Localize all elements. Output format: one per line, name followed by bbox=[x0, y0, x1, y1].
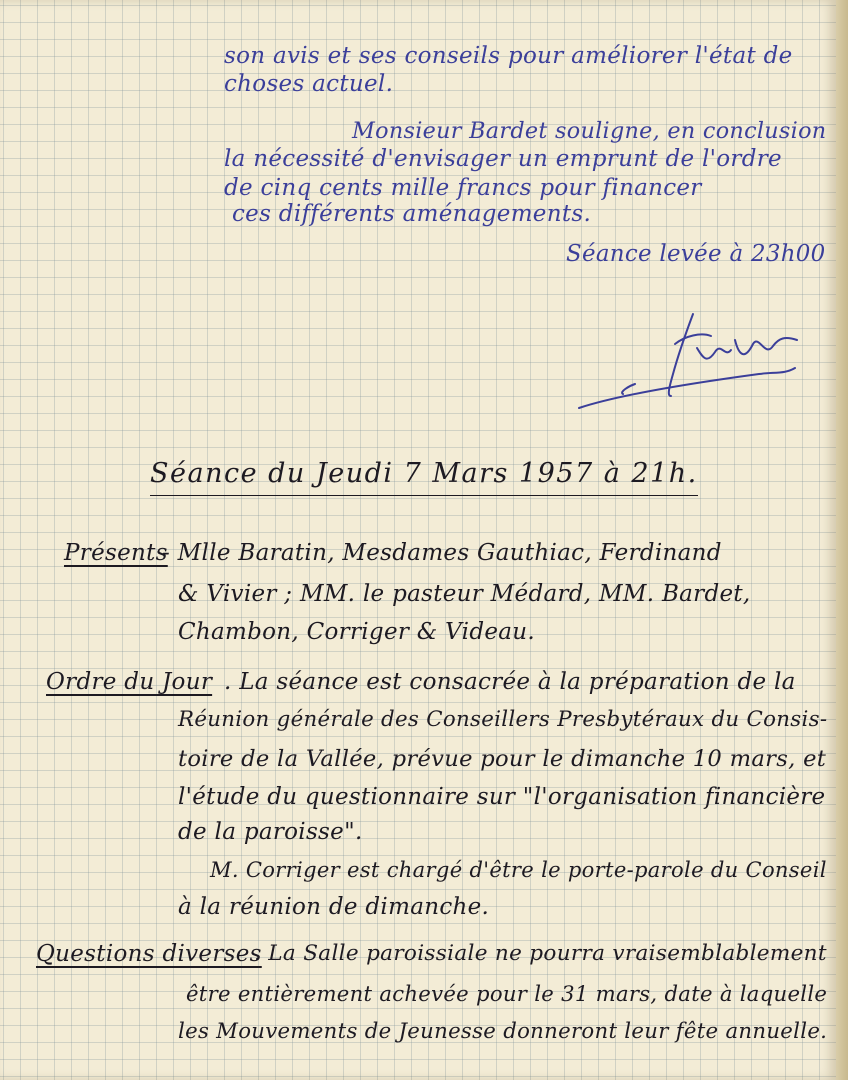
ordre-line: l'étude du questionnaire sur "l'organisation financière bbox=[178, 784, 826, 810]
session-closed-note: Séance levée à 23h00 bbox=[566, 241, 826, 267]
ordre-line: M. Corriger est chargé d'être le porte-parole du Conseil bbox=[210, 857, 827, 882]
ordre-line: de la paroisse". bbox=[178, 819, 363, 845]
closing-line: de cinq cents mille francs pour financer bbox=[224, 175, 702, 201]
presents-line: Chambon, Corriger & Videau. bbox=[178, 619, 535, 645]
presents-line: & Vivier ; MM. le pasteur Médard, MM. Bardet, bbox=[178, 581, 751, 607]
questions-line: les Mouvements de Jeunesse donneront leur fête annuelle. bbox=[178, 1019, 828, 1044]
ordre-line: Réunion générale des Conseillers Presbytéraux du Consis- bbox=[178, 707, 828, 732]
questions-line: être entièrement achevée pour le 31 mars, date à laquelle bbox=[186, 981, 828, 1006]
presents-line: - Mlle Baratin, Mesdames Gauthiac, Ferdinand bbox=[162, 540, 722, 566]
signature bbox=[575, 300, 815, 420]
closing-line: choses actuel. bbox=[224, 71, 394, 97]
closing-line: la nécessité d'envisager un emprunt de l'ordre bbox=[224, 146, 782, 172]
presents-label: Présents bbox=[64, 540, 168, 566]
closing-line: Monsieur Bardet souligne, en conclusion bbox=[352, 118, 827, 144]
session-title: Séance du Jeudi 7 Mars 1957 à 21h. bbox=[150, 458, 698, 489]
ordre-line: toire de la Vallée, prévue pour le dimanche 10 mars, et bbox=[178, 746, 827, 772]
questions-line: . La Salle paroissiale ne pourra vraisemblablement bbox=[254, 941, 827, 966]
closing-line: ces différents aménagements. bbox=[232, 201, 592, 227]
page-edge bbox=[836, 0, 848, 1080]
ordre-label: Ordre du Jour bbox=[46, 669, 213, 695]
questions-label: Questions diverses bbox=[36, 941, 262, 967]
ordre-line: à la réunion de dimanche. bbox=[178, 894, 490, 920]
title-underline bbox=[150, 495, 698, 496]
ordre-line: . La séance est consacrée à la préparation de la bbox=[224, 669, 796, 695]
closing-line: son avis et ses conseils pour améliorer l'état de bbox=[224, 43, 793, 69]
